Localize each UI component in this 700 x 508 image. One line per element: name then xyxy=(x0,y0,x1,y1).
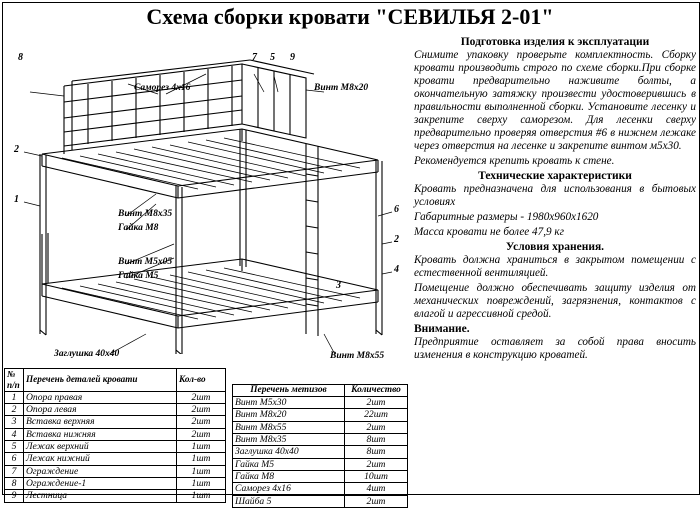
text-preparation: Снимите упаковку проверьте комплектность. Сборку кровати производить строго по схеме сборки.При сборке кровати предварительно наживите болты, а окончательную затяжку произвести удостоверившись в правильности выполненной сборки. Установите лесенку и закрепите сверху саморезом. Для лесенки сверху предварительно проверяя отверстия #6 в нижнем лежаке через отверстия на лесенке и закрепите винтом м5х30. xyxy=(414,49,696,152)
position-number-7: 7 xyxy=(252,52,257,63)
position-number-8: 8 xyxy=(18,52,23,63)
table-row xyxy=(233,446,408,458)
hw-cell-qty: 2шт xyxy=(345,458,408,470)
hw-cell-name: Винт М8х55 xyxy=(233,421,345,433)
hw-cell-name: Саморез 4х16 xyxy=(233,483,345,495)
table-row xyxy=(233,495,408,507)
parts-cell-qty: 2шт xyxy=(177,428,226,440)
parts-cell-qty: 2шт xyxy=(177,404,226,416)
hw-cell-qty: 10шт xyxy=(345,470,408,482)
text-dimensions: Габаритные размеры - 1980x960x1620 xyxy=(414,210,599,223)
parts-cell-qty: 1шт xyxy=(177,490,226,502)
parts-cell-qty: 2шт xyxy=(177,416,226,428)
parts-header-qty: Кол-во xyxy=(177,369,226,392)
position-number-5: 5 xyxy=(270,52,275,63)
table-row xyxy=(5,440,226,452)
parts-cell-name: Опора левая xyxy=(24,404,177,416)
parts-cell-qty: 1шт xyxy=(177,440,226,452)
parts-list-table xyxy=(4,368,226,503)
hw-header-qty: Количество xyxy=(345,385,408,397)
text-intended-use: Кровать предназначена для использования в бытовых условиях xyxy=(414,182,696,208)
table-row xyxy=(5,416,226,428)
text-storage-room: Кровать должна храниться в закрытом помещении с естественной вентиляцией. xyxy=(414,253,696,279)
parts-cell-qty: 1шт xyxy=(177,465,226,477)
table-row xyxy=(233,458,408,470)
parts-cell-name: Вставка верхняя xyxy=(24,416,177,428)
parts-cell-qty: 1шт xyxy=(177,477,226,489)
parts-table xyxy=(4,368,226,503)
hw-cell-qty: 22шт xyxy=(345,409,408,421)
parts-cell-qty: 1шт xyxy=(177,453,226,465)
hw-cell-name: Винт М8х35 xyxy=(233,434,345,446)
text-wall-fixing: Рекомендуется крепить кровать к стене. xyxy=(414,154,615,167)
bed-assembly-drawing xyxy=(6,34,410,361)
parts-cell-index: 1 xyxy=(5,391,24,403)
parts-cell-index: 7 xyxy=(5,465,24,477)
table-row xyxy=(5,391,226,403)
hw-cell-qty: 2шт xyxy=(345,421,408,433)
parts-cell-index: 6 xyxy=(5,453,24,465)
parts-cell-name: Вставка нижняя xyxy=(24,428,177,440)
hw-cell-name: Гайка М8 xyxy=(233,470,345,482)
table-row xyxy=(233,409,408,421)
hw-cell-qty: 2шт xyxy=(345,397,408,409)
heading-attention: Внимание. xyxy=(414,322,470,335)
bunk-bed-line-drawing xyxy=(6,34,410,354)
parts-cell-index: 2 xyxy=(5,404,24,416)
callout-gaika-m5: Гайка М5 xyxy=(118,271,159,281)
hw-cell-name: Винт М5х30 xyxy=(233,397,345,409)
position-number-4: 4 xyxy=(394,264,399,275)
table-row xyxy=(5,453,226,465)
callout-vint-m8x55: Винт М8х55 xyxy=(330,351,385,361)
position-number-1: 1 xyxy=(14,194,19,205)
text-attention: Предприятие оставляет за собой права вносить изменения в конструкцию кроватей. xyxy=(414,335,696,361)
parts-cell-name: Ограждение-1 xyxy=(24,477,177,489)
hardware-table xyxy=(232,384,408,508)
text-storage-protection: Помещение должно обеспечивать защиту изделия от механических повреждений, загрязнения, контактов с влагой и агрессивной средой. xyxy=(414,281,696,320)
heading-storage: Условия хранения. xyxy=(505,240,605,253)
table-row xyxy=(5,477,226,489)
table-header-row xyxy=(5,369,226,392)
parts-header-name: Перечень деталей кровати xyxy=(24,369,177,392)
hw-header-name: Перечень метизов xyxy=(233,385,345,397)
callout-vint-m8x20: Винт М8х20 xyxy=(314,83,369,93)
hw-cell-name: Шайба 5 xyxy=(233,495,345,507)
hw-cell-name: Гайка М5 xyxy=(233,458,345,470)
table-row xyxy=(5,490,226,502)
instructions-panel xyxy=(414,36,696,364)
parts-cell-name: Ограждение xyxy=(24,465,177,477)
parts-cell-name: Лестница xyxy=(24,490,177,502)
parts-cell-name: Лежак верхний xyxy=(24,440,177,452)
page-title: Схема сборки кровати "СЕВИЛЬЯ 2-01" xyxy=(146,4,554,29)
parts-cell-name: Опора правая xyxy=(24,391,177,403)
table-row xyxy=(233,470,408,482)
hw-cell-qty: 8шт xyxy=(345,446,408,458)
hw-cell-name: Заглушка 40х40 xyxy=(233,446,345,458)
position-number-9: 9 xyxy=(290,52,295,63)
heading-specs: Технические характеристики xyxy=(478,169,632,182)
parts-cell-index: 4 xyxy=(5,428,24,440)
table-row xyxy=(5,404,226,416)
callout-zaglushka-40x40: Заглушка 40х40 xyxy=(54,349,120,359)
table-row xyxy=(233,483,408,495)
callout-vint-m8x35: Винт М8х35 xyxy=(118,209,173,219)
parts-cell-index: 3 xyxy=(5,416,24,428)
callout-gaika-m8: Гайка М8 xyxy=(118,223,159,233)
parts-cell-index: 9 xyxy=(5,490,24,502)
table-row xyxy=(5,428,226,440)
hw-cell-qty: 2шт xyxy=(345,495,408,507)
position-number-6: 6 xyxy=(394,204,399,215)
parts-cell-index: 5 xyxy=(5,440,24,452)
hw-cell-qty: 4шт xyxy=(345,483,408,495)
parts-header-index: № п/п xyxy=(5,369,24,392)
hw-cell-name: Винт М8х20 xyxy=(233,409,345,421)
heading-preparation: Подготовка изделия к эксплуатации xyxy=(460,36,650,48)
position-number-3: 3 xyxy=(336,280,341,291)
table-row xyxy=(233,421,408,433)
parts-cell-index: 8 xyxy=(5,477,24,489)
callout-vint-m5x05: Винт М5х05 xyxy=(118,257,173,267)
hw-cell-qty: 8шт xyxy=(345,434,408,446)
text-weight: Масса кровати не более 47,9 кг xyxy=(414,225,565,238)
position-number-2b: 2 xyxy=(394,234,399,245)
parts-cell-qty: 2шт xyxy=(177,391,226,403)
table-row xyxy=(233,397,408,409)
table-header-row xyxy=(233,385,408,397)
table-row xyxy=(233,434,408,446)
parts-cell-name: Лежак нижний xyxy=(24,453,177,465)
hardware-list-table xyxy=(232,384,408,508)
position-number-2a: 2 xyxy=(14,144,19,155)
table-row xyxy=(5,465,226,477)
callout-samorez-4x16: Саморез 4х16 xyxy=(134,83,191,93)
